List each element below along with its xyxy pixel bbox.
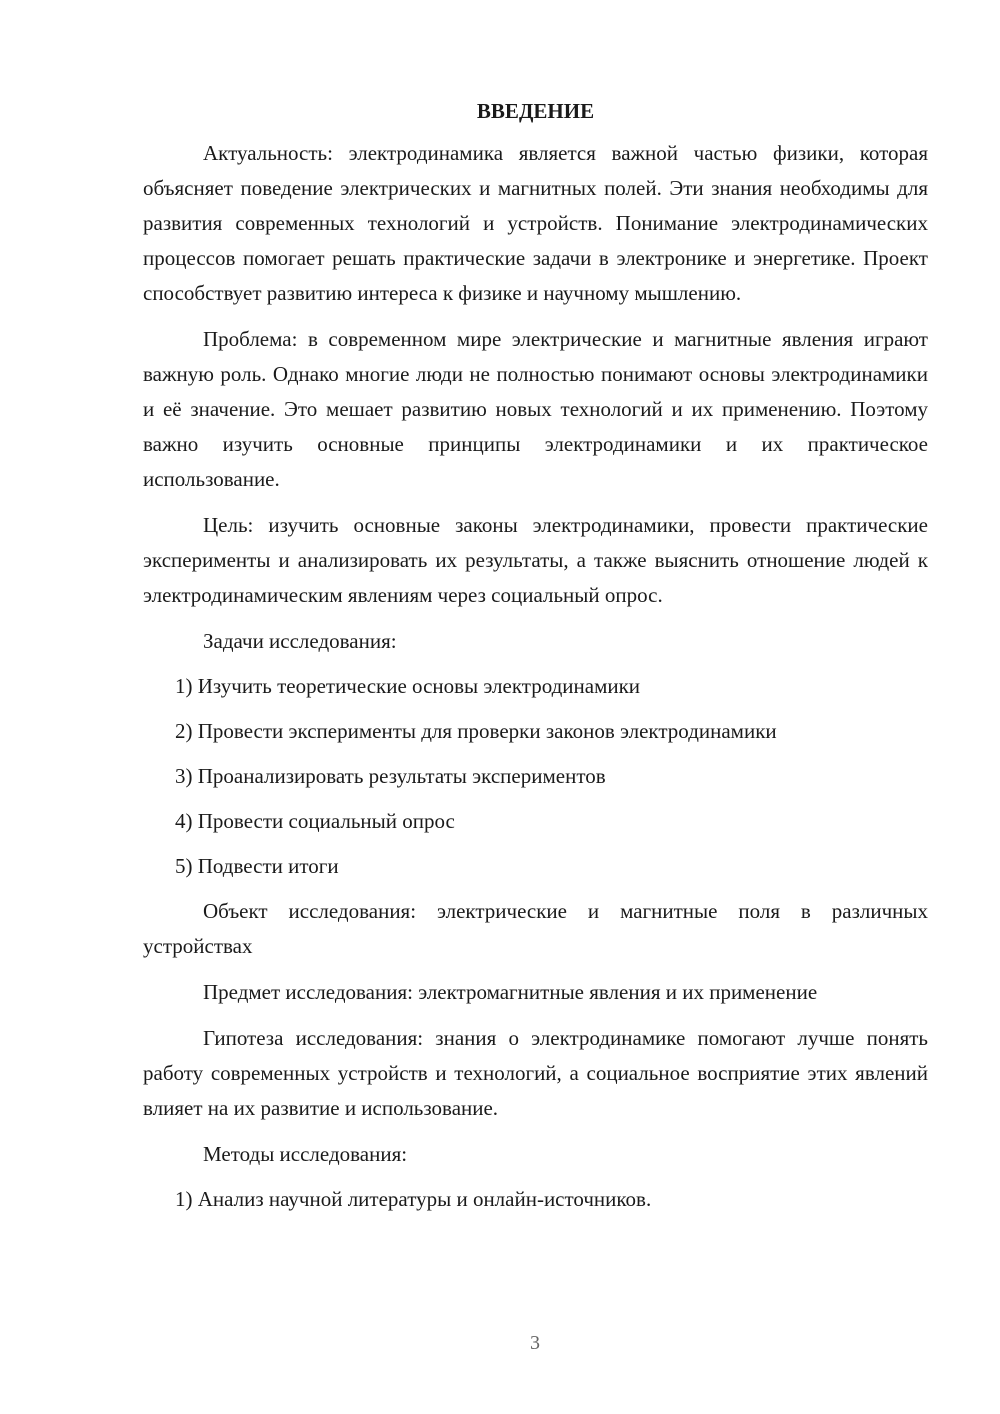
task-item-1: 1) Изучить теоретические основы электродинамики (175, 674, 641, 698)
methods-heading: Методы исследования: (203, 1142, 408, 1166)
subject-paragraph: Предмет исследования: электромагнитные явления и их применение (203, 980, 818, 1004)
page-title: ВВЕДЕНИЕ (476, 99, 595, 123)
tasks-heading: Задачи исследования: (203, 629, 397, 653)
page-number: 3 (530, 1332, 540, 1354)
task-item-5: 5) Подвести итоги (175, 854, 339, 878)
object-paragraph: Объект исследования: электрические и магнитные поля в различных устройствах (143, 899, 928, 958)
problem-paragraph: Проблема: в современном мире электрические и магнитные явления играют важную роль. Однако многие люди не полностью понимают основы электродинамики и её значение. Это мешает развитию новых технологий и их применению. Поэтому важно изучить основные принципы электродинамики и их практическое использование. (143, 327, 928, 491)
document-page (143, 96, 928, 1227)
goal-paragraph: Цель: изучить основные законы электродинамики, провести практические эксперименты и анализировать их результаты, а также выяснить отношение людей к электродинамическим явлениям через социальный опрос. (143, 513, 928, 607)
task-item-4: 4) Провести социальный опрос (175, 809, 455, 833)
task-item-2: 2) Провести эксперименты для проверки законов электродинамики (175, 719, 777, 743)
method-item-1: 1) Анализ научной литературы и онлайн-источников. (175, 1187, 652, 1211)
task-item-3: 3) Проанализировать результаты экспериментов (175, 764, 606, 788)
relevance-paragraph: Актуальность: электродинамика является важной частью физики, которая объясняет поведение электрических и магнитных полей. Эти знания необходимы для развития современных технологий и устройств. Понимание электродинамических процессов помогает решать практические задачи в электронике и энергетике. Проект способствует развитию интереса к физике и научному мышлению. (143, 141, 928, 305)
hypothesis-paragraph: Гипотеза исследования: знания о электродинамике помогают лучше понять работу современных устройств и технологий, а социальное восприятие этих явлений влияет на их развитие и использование. (143, 1026, 928, 1120)
